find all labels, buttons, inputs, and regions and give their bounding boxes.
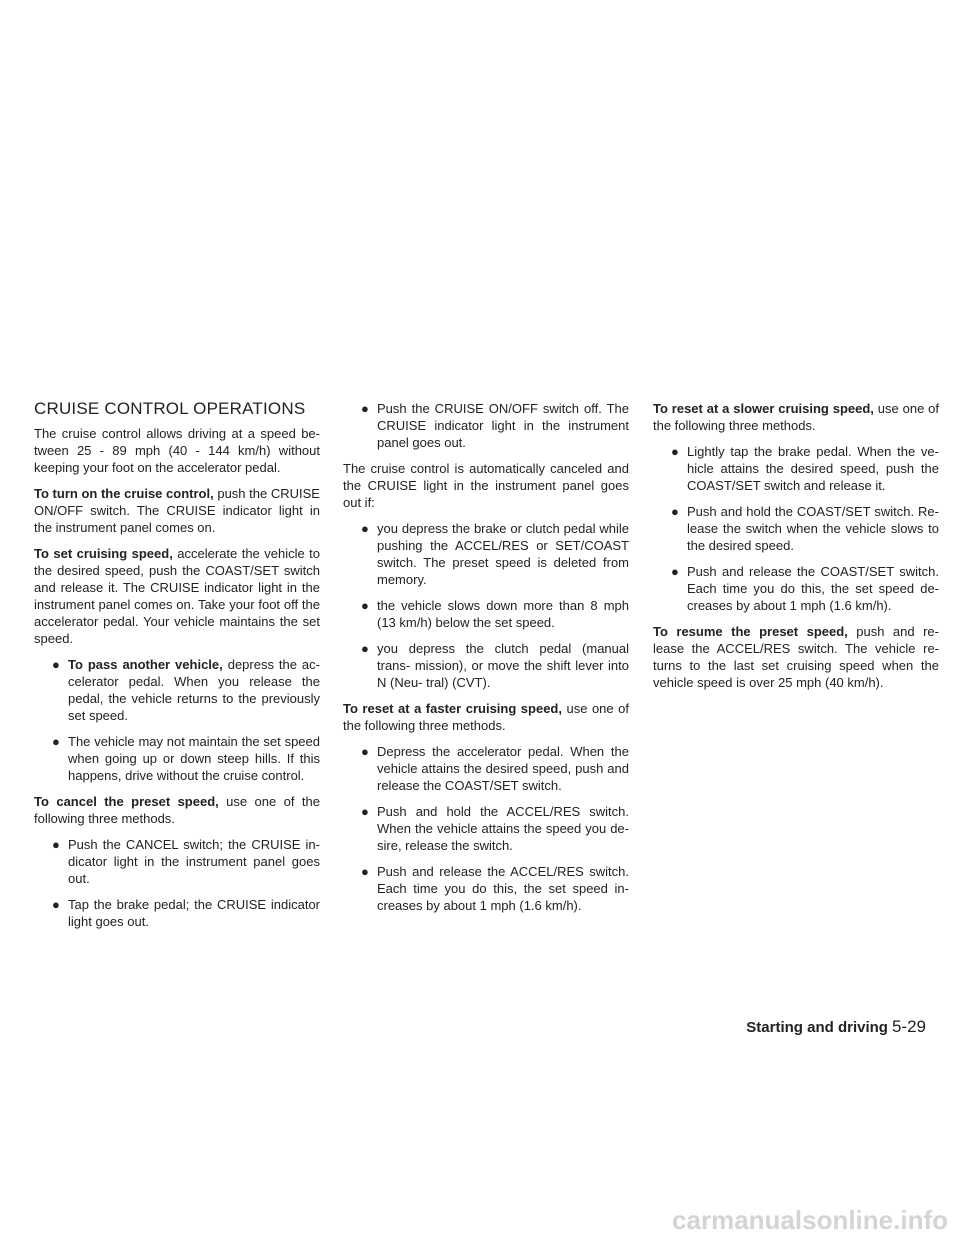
list-item-text: Push and hold the COAST/SET switch. Re- lease the switch when the vehicle slows to the desired speed. <box>687 504 939 553</box>
faster-list <box>343 743 629 914</box>
list-item <box>343 803 629 854</box>
list-item <box>653 443 939 494</box>
cancel-list <box>34 836 320 930</box>
list-item-text: Push and release the ACCEL/RES switch. Each time you do this, the set speed in- creases by about 1 mph (1.6 km/h). <box>377 864 629 913</box>
auto-cancel-list <box>343 520 629 691</box>
bullet-icon: ● <box>361 744 369 759</box>
bullet-icon: ● <box>52 657 60 672</box>
pass-vehicle-text: depress the ac- celerator pedal. When you release the pedal, the vehicle returns to the previously set speed. <box>68 657 320 723</box>
intro-paragraph: The cruise control allows driving at a speed be- tween 25 - 89 mph (40 - 144 km/h) without keeping your foot on the accelerator pedal. <box>34 426 320 475</box>
list-item <box>34 656 320 724</box>
column-2 <box>343 400 629 923</box>
cancel-list-continued <box>343 400 629 451</box>
set-speed-paragraph <box>34 545 320 647</box>
turn-on-paragraph <box>34 485 320 536</box>
list-item-text: The vehicle may not maintain the set speed when going up or down steep hills. If this happens, drive without the cruise control. <box>68 734 320 783</box>
cancel-lead: To cancel the preset speed, <box>34 794 219 809</box>
list-item-text: Lightly tap the brake pedal. When the ve- hicle attains the desired speed, push the COAST/SET switch and release it. <box>687 444 939 493</box>
bullet-icon: ● <box>52 897 60 912</box>
bullet-icon: ● <box>671 564 679 579</box>
bullet-icon: ● <box>361 521 369 536</box>
resume-paragraph <box>653 623 939 691</box>
bullet-icon: ● <box>361 401 369 416</box>
slower-lead: To reset at a slower cruising speed, <box>653 401 874 416</box>
list-item <box>343 520 629 588</box>
page-footer <box>746 1017 926 1037</box>
list-item-text: you depress the brake or clutch pedal while pushing the ACCEL/RES or SET/COAST switch. The preset speed is deleted from memory. <box>377 521 629 587</box>
list-item-text: Depress the accelerator pedal. When the vehicle attains the desired speed, push and release the COAST/SET switch. <box>377 744 629 793</box>
list-item-text: Push the CRUISE ON/OFF switch off. The CRUISE indicator light in the instrument panel goes out. <box>377 401 629 450</box>
list-item <box>34 733 320 784</box>
bullet-icon: ● <box>361 598 369 613</box>
list-item <box>343 597 629 631</box>
page-number: 5-29 <box>891 1017 926 1036</box>
slower-paragraph <box>653 400 939 434</box>
bullet-icon: ● <box>361 864 369 879</box>
pass-vehicle-lead: To pass another vehicle, <box>68 657 223 672</box>
faster-paragraph <box>343 700 629 734</box>
slower-text: use one of the following three methods. <box>653 401 940 433</box>
section-heading: CRUISE CONTROL OPERATIONS <box>34 399 306 418</box>
cancel-text: use one of the following three methods. <box>34 794 320 826</box>
column-1 <box>34 400 320 939</box>
list-item <box>34 896 320 930</box>
list-item-text: Tap the brake pedal; the CRUISE indicator light goes out. <box>68 897 320 929</box>
list-item <box>343 863 629 914</box>
list-item <box>653 503 939 554</box>
list-item <box>34 836 320 887</box>
cancel-paragraph <box>34 793 320 827</box>
faster-text: use one of the following three methods. <box>343 701 629 733</box>
list-item <box>343 640 629 691</box>
resume-lead: To resume the preset speed, <box>653 624 848 639</box>
list-item-text: you depress the clutch pedal (manual trans- mission), or move the shift lever into N (Neu- tral) (CVT). <box>377 641 629 690</box>
set-speed-lead: To set cruising speed, <box>34 546 173 561</box>
bullet-icon: ● <box>671 504 679 519</box>
set-speed-text: accelerate the vehicle to the desired speed, push the COAST/SET switch and release it. The CRUISE indicator light in the instrument panel comes on. Take your foot off the accelerator pedal. Your vehicle maintains the set speed. <box>34 546 321 646</box>
turn-on-text: push the CRUISE ON/OFF switch. The CRUISE indicator light in the instrument panel comes on. <box>34 486 320 535</box>
list-item-text: Push the CANCEL switch; the CRUISE in- dicator light in the instrument panel goes out. <box>68 837 320 886</box>
turn-on-lead: To turn on the cruise control, <box>34 486 214 501</box>
footer-section-title: Starting and driving <box>746 1019 888 1036</box>
list-item-text: Push and hold the ACCEL/RES switch. When the vehicle attains the speed you de- sire, release the switch. <box>377 804 629 853</box>
bullet-icon: ● <box>361 804 369 819</box>
watermark: carmanualsonline.info <box>672 1205 948 1235</box>
faster-lead: To reset at a faster cruising speed, <box>343 701 562 716</box>
list-item <box>653 563 939 614</box>
bullet-icon: ● <box>52 734 60 749</box>
set-speed-list <box>34 656 320 784</box>
auto-cancel-paragraph: The cruise control is automatically canceled and the CRUISE light in the instrument panel goes out if: <box>343 461 629 510</box>
list-item <box>343 400 629 451</box>
list-item <box>343 743 629 794</box>
bullet-icon: ● <box>52 837 60 852</box>
slower-list <box>653 443 939 614</box>
column-3 <box>653 400 939 700</box>
list-item-text: the vehicle slows down more than 8 mph (13 km/h) below the set speed. <box>377 598 629 630</box>
list-item-text: Push and release the COAST/SET switch. Each time you do this, the set speed de- creases by about 1 mph (1.6 km/h). <box>687 564 939 613</box>
resume-text: push and re- lease the ACCEL/RES switch. The vehicle re- turns to the last set cruising speed when the vehicle speed is over 25 mph (40 km/h). <box>653 624 939 690</box>
bullet-icon: ● <box>361 641 369 656</box>
bullet-icon: ● <box>671 444 679 459</box>
